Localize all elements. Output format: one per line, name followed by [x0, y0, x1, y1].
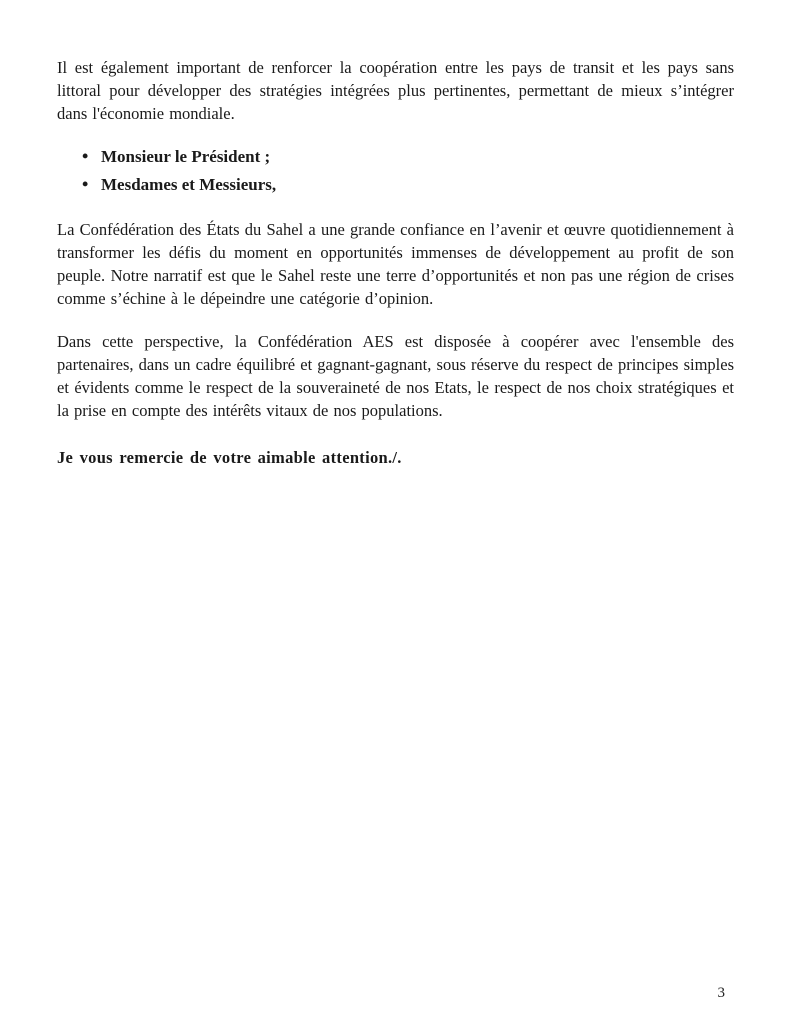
- page-number: 3: [717, 985, 725, 1001]
- paragraph-confederation-confidence: La Confédération des États du Sahel a une grande confiance en l’avenir et œuvre quotidiennement à transformer les défis du moment en opportunités immenses de développement au profit de son peuple. Notre narratif est que le Sahel reste une terre d’opportunités et non pas une région de crises comme s’échine à le dépeindre une catégorie d’opinion.: [57, 220, 734, 308]
- salutation-list: [57, 145, 734, 197]
- page-footer: [57, 984, 725, 1002]
- list-item-president: • Monsieur le Président ;: [101, 145, 734, 169]
- paragraph-transit-cooperation: Il est également important de renforcer la coopération entre les pays de transit et les pays sans littoral pour développer des stratégies intégrées plus pertinentes, permettant de mieux s’intégrer dans l'économie mondiale.: [57, 58, 734, 123]
- list-item-mesdames: • Mesdames et Messieurs,: [101, 173, 734, 197]
- closing-line: Je vous remercie de votre aimable attention./.: [57, 448, 402, 467]
- paragraph-cooperation-perspective: Dans cette perspective, la Confédération AES est disposée à coopérer avec l'ensemble des partenaires, dans un cadre équilibré et gagnant-gagnant, sous réserve du respect de principes simples et évidents comme le respect de la souveraineté de nos Etats, le respect de nos choix stratégiques et la prise en compte des intérêts vitaux de nos populations.: [57, 332, 734, 420]
- document-body: [57, 56, 734, 469]
